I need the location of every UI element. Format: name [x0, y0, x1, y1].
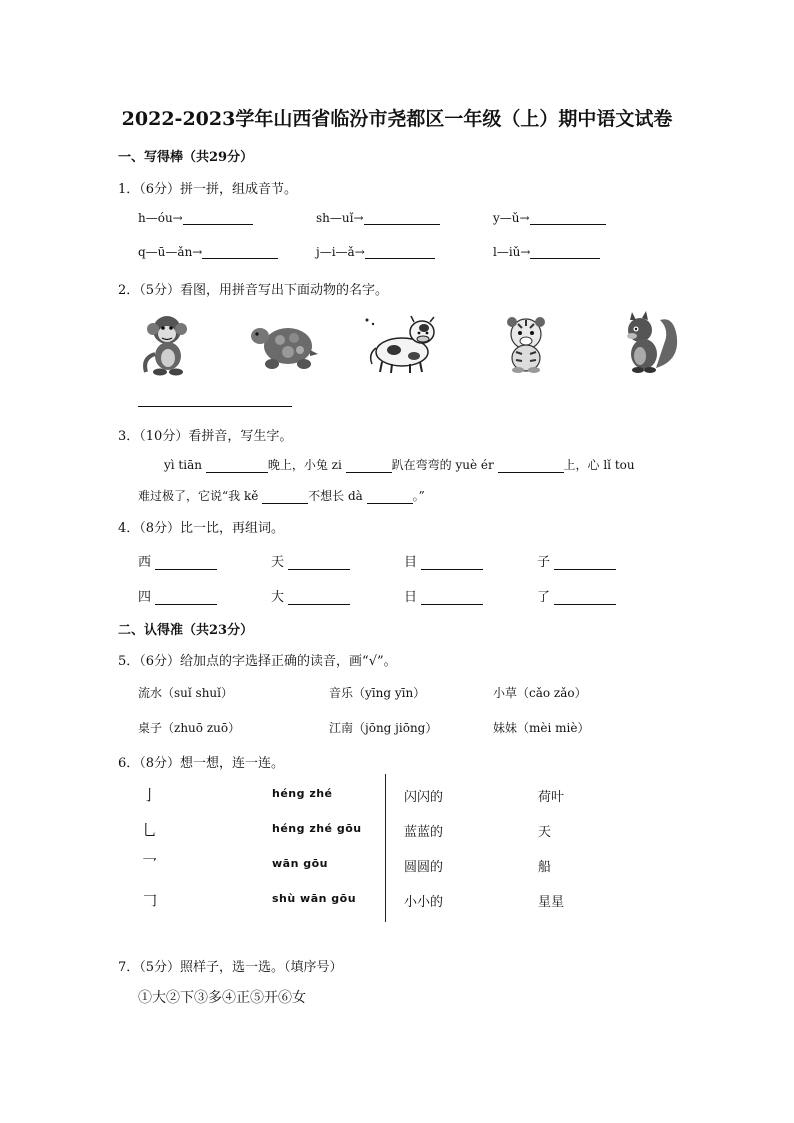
answer-blank[interactable] [364, 211, 440, 225]
noun[interactable]: 星星 [538, 895, 565, 910]
noun[interactable]: 天 [538, 825, 552, 840]
stroke-name[interactable]: shù wān gōu [272, 892, 357, 905]
question-7-stem: 7．（5分）照样子，选一选。（填序号） [118, 960, 343, 975]
answer-blank[interactable] [346, 459, 392, 473]
q4-word: 日 [404, 586, 483, 605]
question-4-stem: 4．（8分）比一比，再组词。 [118, 521, 285, 536]
q1-item-5: j—i—ǎ→ [316, 245, 435, 259]
answer-blank[interactable] [530, 245, 600, 259]
q5-option[interactable]: 桌子（zhuō zuō） [138, 721, 241, 735]
answer-blank[interactable] [262, 490, 308, 504]
stroke-name[interactable]: wān gōu [272, 857, 329, 870]
q1-item-6: l—iǔ→ [493, 245, 600, 259]
q4-word: 目 [404, 551, 483, 570]
noun[interactable]: 船 [538, 860, 552, 875]
stroke-shape[interactable]: 乚 [142, 821, 158, 839]
cow-image [364, 314, 442, 376]
q5-option[interactable]: 音乐（yīng yīn） [329, 686, 426, 700]
question-2-stem: 2．（5分）看图，用拼音写出下面动物的名字。 [118, 283, 389, 298]
tiger-image [496, 314, 556, 374]
q4-word: 西 [138, 551, 217, 570]
noun[interactable]: 荷叶 [538, 790, 565, 805]
answer-blank[interactable] [367, 490, 413, 504]
adjective[interactable]: 闪闪的 [404, 790, 444, 805]
q4-word: 子 [537, 551, 616, 570]
stroke-shape[interactable]: 亅 [142, 786, 158, 804]
section-1-heading: 一、写得棒（共29分） [118, 150, 254, 165]
answer-blank[interactable] [498, 459, 564, 473]
q4-word: 了 [537, 586, 616, 605]
q7-options: ①大②下③多④正⑤开⑥女 [138, 990, 306, 1006]
answer-blank[interactable] [155, 591, 217, 605]
q3-line-2: 难过极了，它说“我 kě 不想长 dà 。” [138, 489, 425, 503]
q2-answer-blank[interactable] [138, 406, 292, 407]
q1-item-2: sh—uǐ→ [316, 211, 440, 225]
q4-word: 天 [271, 551, 350, 570]
answer-blank[interactable] [554, 591, 616, 605]
q1-item-1: h—óu→ [138, 211, 253, 225]
answer-blank[interactable] [155, 556, 217, 570]
stroke-shape[interactable]: 乛 [142, 856, 158, 874]
stroke-name[interactable]: héng zhé gōu [272, 822, 362, 835]
section-2-heading: 二、认得准（共23分） [118, 623, 254, 638]
answer-blank[interactable] [288, 591, 350, 605]
turtle-image [248, 316, 320, 374]
q1-item-3: y—ǔ→ [493, 211, 606, 225]
divider-line [385, 774, 386, 922]
answer-blank[interactable] [554, 556, 616, 570]
stroke-shape[interactable]: 𠃌 [142, 891, 158, 909]
q5-option[interactable]: 妹妹（mèi miè） [493, 721, 590, 735]
adjective[interactable]: 小小的 [404, 895, 444, 910]
answer-blank[interactable] [530, 211, 606, 225]
monkey-image [136, 312, 198, 376]
q5-option[interactable]: 江南（jōng jiōng） [329, 721, 438, 735]
answer-blank[interactable] [421, 591, 483, 605]
question-1-stem: 1．（6分）拼一拼，组成音节。 [118, 182, 298, 197]
q4-word: 四 [138, 586, 217, 605]
q4-word: 大 [271, 586, 350, 605]
answer-blank[interactable] [365, 245, 435, 259]
q1-item-4: q—ū—ǎn→ [138, 245, 278, 259]
q3-line-1: yì tiān 晚上，小兔 zi 趴在弯弯的 yuè ér 上，心 lǐ tou [164, 458, 635, 472]
q5-option[interactable]: 流水（suǐ shuǐ） [138, 686, 233, 700]
stroke-name[interactable]: héng zhé [272, 787, 333, 800]
answer-blank[interactable] [288, 556, 350, 570]
page-title: 2022-2023学年山西省临汾市尧都区一年级（上）期中语文试卷 [121, 108, 673, 130]
question-5-stem: 5．（6分）给加点的字选择正确的读音，画“√”。 [118, 654, 397, 669]
answer-blank[interactable] [206, 459, 268, 473]
answer-blank[interactable] [183, 211, 253, 225]
adjective[interactable]: 圆圆的 [404, 860, 444, 875]
question-6-stem: 6．（8分）想一想，连一连。 [118, 756, 285, 771]
squirrel-image [616, 310, 682, 374]
answer-blank[interactable] [421, 556, 483, 570]
adjective[interactable]: 蓝蓝的 [404, 825, 444, 840]
question-3-stem: 3．（10分）看拼音，写生字。 [118, 429, 293, 444]
q5-option[interactable]: 小草（cǎo zǎo） [493, 686, 587, 700]
answer-blank[interactable] [202, 245, 278, 259]
